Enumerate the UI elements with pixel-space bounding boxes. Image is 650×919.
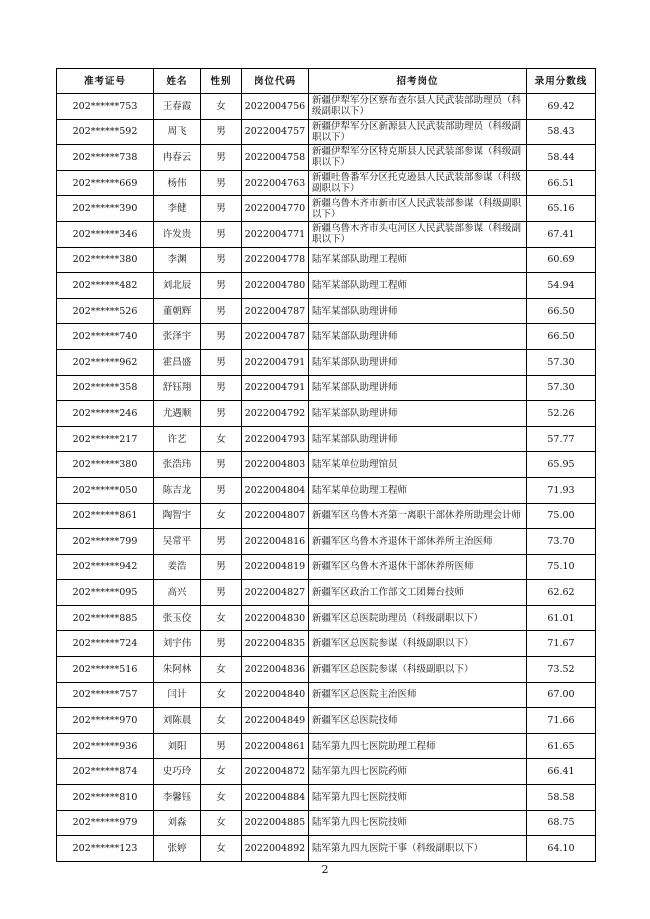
cell-gender: 男 xyxy=(201,170,242,196)
cell-exam-id: 202******380 xyxy=(57,247,154,273)
cell-position-code: 2022004807 xyxy=(242,503,309,529)
table-row xyxy=(57,810,596,836)
table-row xyxy=(57,529,596,555)
cell-position: 陆军某部队助理讲师 xyxy=(309,401,527,427)
header-score: 录用分数线 xyxy=(527,69,596,94)
table-row xyxy=(57,759,596,785)
cell-position: 新疆军区乌鲁木齐退休干部休养所主治医师 xyxy=(309,529,527,555)
cell-position: 陆军某部队助理讲师 xyxy=(309,298,527,324)
cell-position: 陆军某部队助理工程师 xyxy=(309,273,527,299)
cell-gender: 女 xyxy=(201,503,242,529)
cell-exam-id: 202******885 xyxy=(57,605,154,631)
cell-score: 67.41 xyxy=(527,221,596,247)
cell-score: 66.50 xyxy=(527,298,596,324)
cell-position-code: 2022004892 xyxy=(242,836,309,862)
table-row xyxy=(57,477,596,503)
cell-position-code: 2022004791 xyxy=(242,349,309,375)
cell-name: 高兴 xyxy=(154,580,201,606)
cell-exam-id: 202******095 xyxy=(57,580,154,606)
cell-position-code: 2022004885 xyxy=(242,810,309,836)
table-row xyxy=(57,836,596,862)
table-row xyxy=(57,273,596,299)
cell-score: 61.65 xyxy=(527,733,596,759)
cell-name: 杨伟 xyxy=(154,170,201,196)
cell-name: 李馨钰 xyxy=(154,785,201,811)
cell-position: 陆军第九四七医院助理工程师 xyxy=(309,733,527,759)
cell-exam-id: 202******799 xyxy=(57,529,154,555)
cell-score: 54.94 xyxy=(527,273,596,299)
cell-position: 陆军第九四七医院药师 xyxy=(309,759,527,785)
cell-name: 舒钰翔 xyxy=(154,375,201,401)
cell-gender: 男 xyxy=(201,247,242,273)
cell-position-code: 2022004830 xyxy=(242,605,309,631)
cell-gender: 女 xyxy=(201,836,242,862)
cell-position-code: 2022004804 xyxy=(242,477,309,503)
table-row xyxy=(57,631,596,657)
cell-position: 陆军第九四七医院技师 xyxy=(309,785,527,811)
cell-score: 71.66 xyxy=(527,708,596,734)
cell-gender: 男 xyxy=(201,221,242,247)
header-position: 招考岗位 xyxy=(309,69,527,94)
cell-name: 许发贵 xyxy=(154,221,201,247)
cell-name: 刘陈晨 xyxy=(154,708,201,734)
cell-position-code: 2022004756 xyxy=(242,94,309,120)
cell-position: 新疆军区政治工作部文工团舞台技师 xyxy=(309,580,527,606)
cell-score: 62.62 xyxy=(527,580,596,606)
cell-gender: 男 xyxy=(201,119,242,145)
cell-position: 陆军某部队助理讲师 xyxy=(309,349,527,375)
cell-position: 新疆军区总医院技师 xyxy=(309,708,527,734)
cell-name: 史巧玲 xyxy=(154,759,201,785)
cell-position-code: 2022004787 xyxy=(242,324,309,350)
cell-exam-id: 202******861 xyxy=(57,503,154,529)
cell-exam-id: 202******217 xyxy=(57,426,154,452)
table-row xyxy=(57,452,596,478)
cell-position: 陆军某单位助理馆员 xyxy=(309,452,527,478)
cell-exam-id: 202******979 xyxy=(57,810,154,836)
cell-score: 73.70 xyxy=(527,529,596,555)
cell-exam-id: 202******346 xyxy=(57,221,154,247)
cell-name: 朱阿林 xyxy=(154,657,201,683)
table-row xyxy=(57,657,596,683)
cell-name: 王春霞 xyxy=(154,94,201,120)
cell-name: 陈吉龙 xyxy=(154,477,201,503)
cell-position: 新疆军区总医院参谋（科级副职以下） xyxy=(309,631,527,657)
cell-name: 张玉佼 xyxy=(154,605,201,631)
table-row xyxy=(57,196,596,222)
cell-position-code: 2022004793 xyxy=(242,426,309,452)
cell-name: 霍昌盛 xyxy=(154,349,201,375)
cell-position: 新疆军区总医院主治医师 xyxy=(309,682,527,708)
table-row xyxy=(57,708,596,734)
cell-score: 57.77 xyxy=(527,426,596,452)
cell-gender: 女 xyxy=(201,657,242,683)
cell-position-code: 2022004827 xyxy=(242,580,309,606)
cell-position: 新疆伊犁军分区特克斯县人民武装部参谋（科级副职以下） xyxy=(309,145,527,171)
cell-gender: 女 xyxy=(201,810,242,836)
cell-position-code: 2022004791 xyxy=(242,375,309,401)
cell-position: 新疆乌鲁木齐市头屯河区人民武装部参谋（科级副职以下） xyxy=(309,221,527,247)
table-row xyxy=(57,682,596,708)
cell-position-code: 2022004872 xyxy=(242,759,309,785)
cell-name: 陶智宇 xyxy=(154,503,201,529)
cell-position-code: 2022004861 xyxy=(242,733,309,759)
cell-position: 陆军第九四九医院干事（科级副职以下） xyxy=(309,836,527,862)
cell-position-code: 2022004803 xyxy=(242,452,309,478)
cell-exam-id: 202******753 xyxy=(57,94,154,120)
cell-position: 陆军第九四七医院技师 xyxy=(309,810,527,836)
cell-score: 64.10 xyxy=(527,836,596,862)
cell-score: 66.51 xyxy=(527,170,596,196)
cell-gender: 女 xyxy=(201,759,242,785)
cell-gender: 男 xyxy=(201,145,242,171)
cell-exam-id: 202******246 xyxy=(57,401,154,427)
header-name: 姓名 xyxy=(154,69,201,94)
cell-gender: 男 xyxy=(201,273,242,299)
table-row xyxy=(57,554,596,580)
cell-gender: 男 xyxy=(201,631,242,657)
cell-score: 65.95 xyxy=(527,452,596,478)
cell-position: 陆军某部队助理讲师 xyxy=(309,375,527,401)
cell-position: 陆军某部队助理工程师 xyxy=(309,247,527,273)
cell-name: 姜浩 xyxy=(154,554,201,580)
cell-exam-id: 202******050 xyxy=(57,477,154,503)
cell-score: 58.58 xyxy=(527,785,596,811)
table-body xyxy=(57,94,596,862)
cell-gender: 女 xyxy=(201,682,242,708)
cell-position-code: 2022004835 xyxy=(242,631,309,657)
results-table xyxy=(56,68,596,862)
cell-name: 张泽宇 xyxy=(154,324,201,350)
cell-name: 张婷 xyxy=(154,836,201,862)
cell-position: 新疆伊犁军分区新源县人民武装部助理员（科级副职以下） xyxy=(309,119,527,145)
cell-exam-id: 202******380 xyxy=(57,452,154,478)
table-row xyxy=(57,426,596,452)
cell-name: 许艺 xyxy=(154,426,201,452)
table-row xyxy=(57,170,596,196)
cell-exam-id: 202******738 xyxy=(57,145,154,171)
cell-name: 周飞 xyxy=(154,119,201,145)
cell-gender: 男 xyxy=(201,554,242,580)
cell-name: 尤遇顺 xyxy=(154,401,201,427)
table-row xyxy=(57,247,596,273)
cell-score: 71.93 xyxy=(527,477,596,503)
cell-score: 58.44 xyxy=(527,145,596,171)
cell-gender: 女 xyxy=(201,94,242,120)
cell-name: 刘宇伟 xyxy=(154,631,201,657)
table-row xyxy=(57,605,596,631)
cell-score: 75.10 xyxy=(527,554,596,580)
table-header-row xyxy=(57,69,596,94)
cell-exam-id: 202******970 xyxy=(57,708,154,734)
cell-score: 75.00 xyxy=(527,503,596,529)
cell-gender: 男 xyxy=(201,529,242,555)
cell-score: 65.16 xyxy=(527,196,596,222)
cell-position: 新疆伊犁军分区察布查尔县人民武装部助理员（科级副职以下） xyxy=(309,94,527,120)
cell-position-code: 2022004816 xyxy=(242,529,309,555)
cell-score: 58.43 xyxy=(527,119,596,145)
table-row xyxy=(57,119,596,145)
cell-gender: 男 xyxy=(201,298,242,324)
page-number: 2 xyxy=(321,863,329,876)
cell-name: 张浩玮 xyxy=(154,452,201,478)
cell-position-code: 2022004836 xyxy=(242,657,309,683)
cell-position-code: 2022004770 xyxy=(242,196,309,222)
table-row xyxy=(57,349,596,375)
cell-gender: 男 xyxy=(201,324,242,350)
cell-score: 73.52 xyxy=(527,657,596,683)
cell-gender: 女 xyxy=(201,426,242,452)
header-gender: 性别 xyxy=(201,69,242,94)
cell-score: 71.67 xyxy=(527,631,596,657)
cell-gender: 男 xyxy=(201,349,242,375)
table-row xyxy=(57,401,596,427)
cell-name: 吴常平 xyxy=(154,529,201,555)
cell-exam-id: 202******592 xyxy=(57,119,154,145)
header-exam-id: 准考证号 xyxy=(57,69,154,94)
cell-gender: 男 xyxy=(201,733,242,759)
cell-name: 董朝辉 xyxy=(154,298,201,324)
cell-name: 刘阳 xyxy=(154,733,201,759)
cell-gender: 男 xyxy=(201,401,242,427)
cell-gender: 男 xyxy=(201,196,242,222)
cell-position-code: 2022004787 xyxy=(242,298,309,324)
cell-name: 李渊 xyxy=(154,247,201,273)
cell-position-code: 2022004757 xyxy=(242,119,309,145)
cell-exam-id: 202******123 xyxy=(57,836,154,862)
cell-name: 刘北辰 xyxy=(154,273,201,299)
cell-position-code: 2022004771 xyxy=(242,221,309,247)
cell-exam-id: 202******810 xyxy=(57,785,154,811)
cell-position-code: 2022004884 xyxy=(242,785,309,811)
table-row xyxy=(57,145,596,171)
cell-gender: 男 xyxy=(201,452,242,478)
cell-name: 冉春云 xyxy=(154,145,201,171)
cell-position: 新疆乌鲁木齐市新市区人民武装部参谋（科级副职以下） xyxy=(309,196,527,222)
cell-position: 新疆军区总医院参谋（科级副职以下） xyxy=(309,657,527,683)
cell-position-code: 2022004758 xyxy=(242,145,309,171)
cell-exam-id: 202******936 xyxy=(57,733,154,759)
cell-name: 闫计 xyxy=(154,682,201,708)
cell-gender: 女 xyxy=(201,785,242,811)
cell-exam-id: 202******669 xyxy=(57,170,154,196)
table-row xyxy=(57,580,596,606)
cell-score: 66.50 xyxy=(527,324,596,350)
cell-exam-id: 202******724 xyxy=(57,631,154,657)
cell-position-code: 2022004819 xyxy=(242,554,309,580)
cell-score: 61.01 xyxy=(527,605,596,631)
cell-position: 新疆军区乌鲁木齐第一离职干部休养所助理会计师 xyxy=(309,503,527,529)
table-row xyxy=(57,785,596,811)
cell-exam-id: 202******526 xyxy=(57,298,154,324)
cell-exam-id: 202******390 xyxy=(57,196,154,222)
cell-gender: 女 xyxy=(201,708,242,734)
cell-position-code: 2022004849 xyxy=(242,708,309,734)
cell-exam-id: 202******874 xyxy=(57,759,154,785)
cell-score: 57.30 xyxy=(527,375,596,401)
table-row xyxy=(57,503,596,529)
cell-exam-id: 202******482 xyxy=(57,273,154,299)
cell-position-code: 2022004780 xyxy=(242,273,309,299)
table-row xyxy=(57,94,596,120)
table-row xyxy=(57,298,596,324)
cell-position: 新疆军区乌鲁木齐退休干部休养所医师 xyxy=(309,554,527,580)
cell-score: 68.75 xyxy=(527,810,596,836)
cell-position: 新疆军区总医院助理员（科级副职以下） xyxy=(309,605,527,631)
cell-score: 52.26 xyxy=(527,401,596,427)
cell-exam-id: 202******942 xyxy=(57,554,154,580)
cell-position: 新疆吐鲁番军分区托克逊县人民武装部参谋（科级副职以下） xyxy=(309,170,527,196)
cell-exam-id: 202******757 xyxy=(57,682,154,708)
cell-gender: 男 xyxy=(201,580,242,606)
cell-score: 69.42 xyxy=(527,94,596,120)
cell-position-code: 2022004792 xyxy=(242,401,309,427)
cell-exam-id: 202******740 xyxy=(57,324,154,350)
cell-name: 刘淼 xyxy=(154,810,201,836)
cell-gender: 女 xyxy=(201,605,242,631)
cell-score: 57.30 xyxy=(527,349,596,375)
cell-score: 66.41 xyxy=(527,759,596,785)
header-position-code: 岗位代码 xyxy=(242,69,309,94)
cell-position-code: 2022004763 xyxy=(242,170,309,196)
table-row xyxy=(57,733,596,759)
cell-position: 陆军某单位助理工程师 xyxy=(309,477,527,503)
cell-position-code: 2022004840 xyxy=(242,682,309,708)
cell-position-code: 2022004778 xyxy=(242,247,309,273)
cell-exam-id: 202******516 xyxy=(57,657,154,683)
table-row xyxy=(57,324,596,350)
cell-exam-id: 202******358 xyxy=(57,375,154,401)
cell-gender: 男 xyxy=(201,477,242,503)
cell-score: 67.00 xyxy=(527,682,596,708)
cell-exam-id: 202******962 xyxy=(57,349,154,375)
cell-score: 60.69 xyxy=(527,247,596,273)
cell-gender: 男 xyxy=(201,375,242,401)
cell-position: 陆军某部队助理讲师 xyxy=(309,426,527,452)
table-row xyxy=(57,375,596,401)
cell-position: 陆军某部队助理讲师 xyxy=(309,324,527,350)
cell-name: 李健 xyxy=(154,196,201,222)
table-row xyxy=(57,221,596,247)
